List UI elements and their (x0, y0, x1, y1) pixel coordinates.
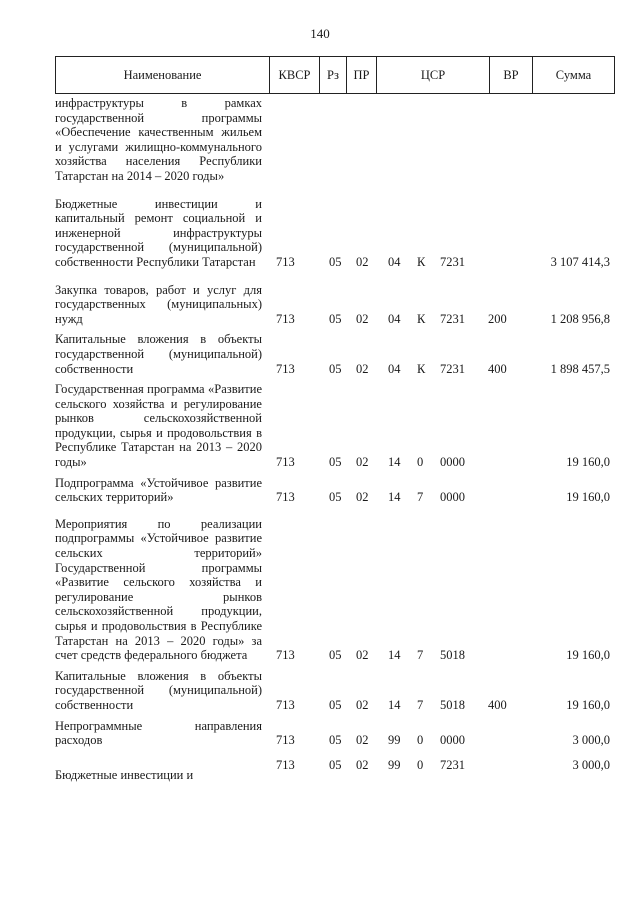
cell-csr-code: 7231 (440, 311, 465, 326)
cell-kvsr: 713 (276, 758, 295, 773)
table-row (55, 382, 615, 470)
table-row (55, 758, 615, 784)
header-vr: ВР (489, 57, 532, 93)
cell-csr-code: 0000 (440, 455, 465, 470)
cell-rz: 05 (329, 733, 342, 748)
table-header (55, 56, 615, 94)
cell-sum: 3 000,0 (572, 758, 610, 773)
cell-rz: 05 (329, 311, 342, 326)
row-name: Государственная программа «Развитие сельского хозяйства и регулирование рынков сельскохозяйственной продукции, сырья и продовольствия в Республике Татарстан на 2013 – 2020 годы» (55, 382, 262, 470)
table-row (55, 332, 615, 376)
table-row (55, 283, 615, 327)
row-name: Капитальные вложения в объекты государственной (муниципальной) собственности (55, 332, 262, 376)
cell-pr: 02 (356, 254, 369, 269)
row-name: Мероприятия по реализации подпрограммы «Устойчивое развитие сельских территорий» Государственной программы «Развитие сельского хозяйства и регулирование рынков сельскохозяйственной продукции, сырья и продовольствия в Республике Татарстан на 2013 – 2020 годы» за счет средств федерального бюджета (55, 516, 262, 663)
cell-pr: 02 (356, 490, 369, 505)
cell-csr-code: 0000 (440, 490, 465, 505)
row-name: Подпрограмма «Устойчивое развитие сельских территорий» (55, 475, 262, 505)
cell-sum: 1 208 956,8 (550, 311, 610, 326)
cell-csr-subprogram: 7 (417, 490, 424, 505)
cell-pr: 02 (356, 455, 369, 470)
cell-csr-code: 0000 (440, 733, 465, 748)
cell-sum: 19 160,0 (566, 697, 610, 712)
table-row (55, 669, 615, 713)
cell-csr-subprogram: 0 (417, 758, 424, 773)
table-row (55, 476, 615, 505)
row-name: Закупка товаров, работ и услуг для государственных (муниципальных) нужд (55, 282, 262, 326)
cell-csr-program: 14 (388, 490, 401, 505)
row-name: инфраструктуры в рамках государственной программы «Обеспечение качественным жильем и услугами жилищно-коммунального хозяйства населения Республики Татарстан на 2014 – 2020 годы» (55, 96, 262, 183)
cell-csr-code: 7231 (440, 758, 465, 773)
cell-vr: 400 (488, 697, 507, 712)
cell-rz: 05 (329, 455, 342, 470)
cell-pr: 02 (356, 697, 369, 712)
row-name: Бюджетные инвестиции и капитальный ремонт социальной и инженерной инфраструктуры государственной (муниципальной) собственности Республики Татарстан (55, 196, 262, 269)
cell-kvsr: 713 (276, 490, 295, 505)
cell-csr-program: 14 (388, 697, 401, 712)
cell-sum: 19 160,0 (566, 648, 610, 663)
cell-csr-subprogram: 0 (417, 455, 424, 470)
cell-sum: 3 107 414,3 (550, 254, 610, 269)
header-rz: Рз (319, 57, 346, 93)
cell-vr: 200 (488, 311, 507, 326)
cell-csr-subprogram: 7 (417, 697, 424, 712)
cell-csr-subprogram: К (417, 254, 426, 269)
cell-csr-code: 5018 (440, 697, 465, 712)
cell-csr-subprogram: 0 (417, 733, 424, 748)
cell-kvsr: 713 (276, 733, 295, 748)
cell-rz: 05 (329, 490, 342, 505)
page-number: 140 (310, 26, 330, 41)
cell-pr: 02 (356, 648, 369, 663)
header-pr: ПР (346, 57, 376, 93)
cell-sum: 3 000,0 (572, 733, 610, 748)
row-name: Бюджетные инвестиции и (55, 767, 194, 782)
row-name: Капитальные вложения в объекты государственной (муниципальной) собственности (55, 668, 262, 712)
cell-rz: 05 (329, 361, 342, 376)
cell-csr-code: 7231 (440, 361, 465, 376)
cell-csr-subprogram: К (417, 311, 426, 326)
table-body (55, 96, 615, 784)
header-kvsr: КВСР (269, 57, 319, 93)
cell-sum: 19 160,0 (566, 490, 610, 505)
cell-kvsr: 713 (276, 697, 295, 712)
header-sum: Сумма (532, 57, 614, 93)
cell-csr-code: 5018 (440, 648, 465, 663)
cell-rz: 05 (329, 648, 342, 663)
cell-kvsr: 713 (276, 361, 295, 376)
cell-kvsr: 713 (276, 455, 295, 470)
cell-rz: 05 (329, 254, 342, 269)
cell-pr: 02 (356, 733, 369, 748)
cell-csr-program: 04 (388, 311, 401, 326)
cell-rz: 05 (329, 697, 342, 712)
cell-pr: 02 (356, 758, 369, 773)
cell-csr-program: 04 (388, 254, 401, 269)
cell-pr: 02 (356, 361, 369, 376)
header-csr: ЦСР (376, 57, 489, 93)
table-row (55, 719, 615, 748)
cell-pr: 02 (356, 311, 369, 326)
table-row (55, 96, 615, 184)
cell-csr-subprogram: К (417, 361, 426, 376)
cell-csr-program: 99 (388, 758, 401, 773)
cell-csr-subprogram: 7 (417, 648, 424, 663)
cell-sum: 1 898 457,5 (550, 361, 610, 376)
cell-rz: 05 (329, 758, 342, 773)
cell-kvsr: 713 (276, 254, 295, 269)
cell-csr-program: 04 (388, 361, 401, 376)
cell-csr-program: 99 (388, 733, 401, 748)
cell-csr-program: 14 (388, 648, 401, 663)
cell-sum: 19 160,0 (566, 455, 610, 470)
table-row (55, 517, 615, 663)
cell-kvsr: 713 (276, 648, 295, 663)
cell-csr-program: 14 (388, 455, 401, 470)
cell-csr-code: 7231 (440, 254, 465, 269)
cell-kvsr: 713 (276, 311, 295, 326)
header-name: Наименование (123, 67, 202, 82)
cell-vr: 400 (488, 361, 507, 376)
row-name: Непрограммные направления расходов (55, 718, 262, 748)
table-row (55, 197, 615, 270)
